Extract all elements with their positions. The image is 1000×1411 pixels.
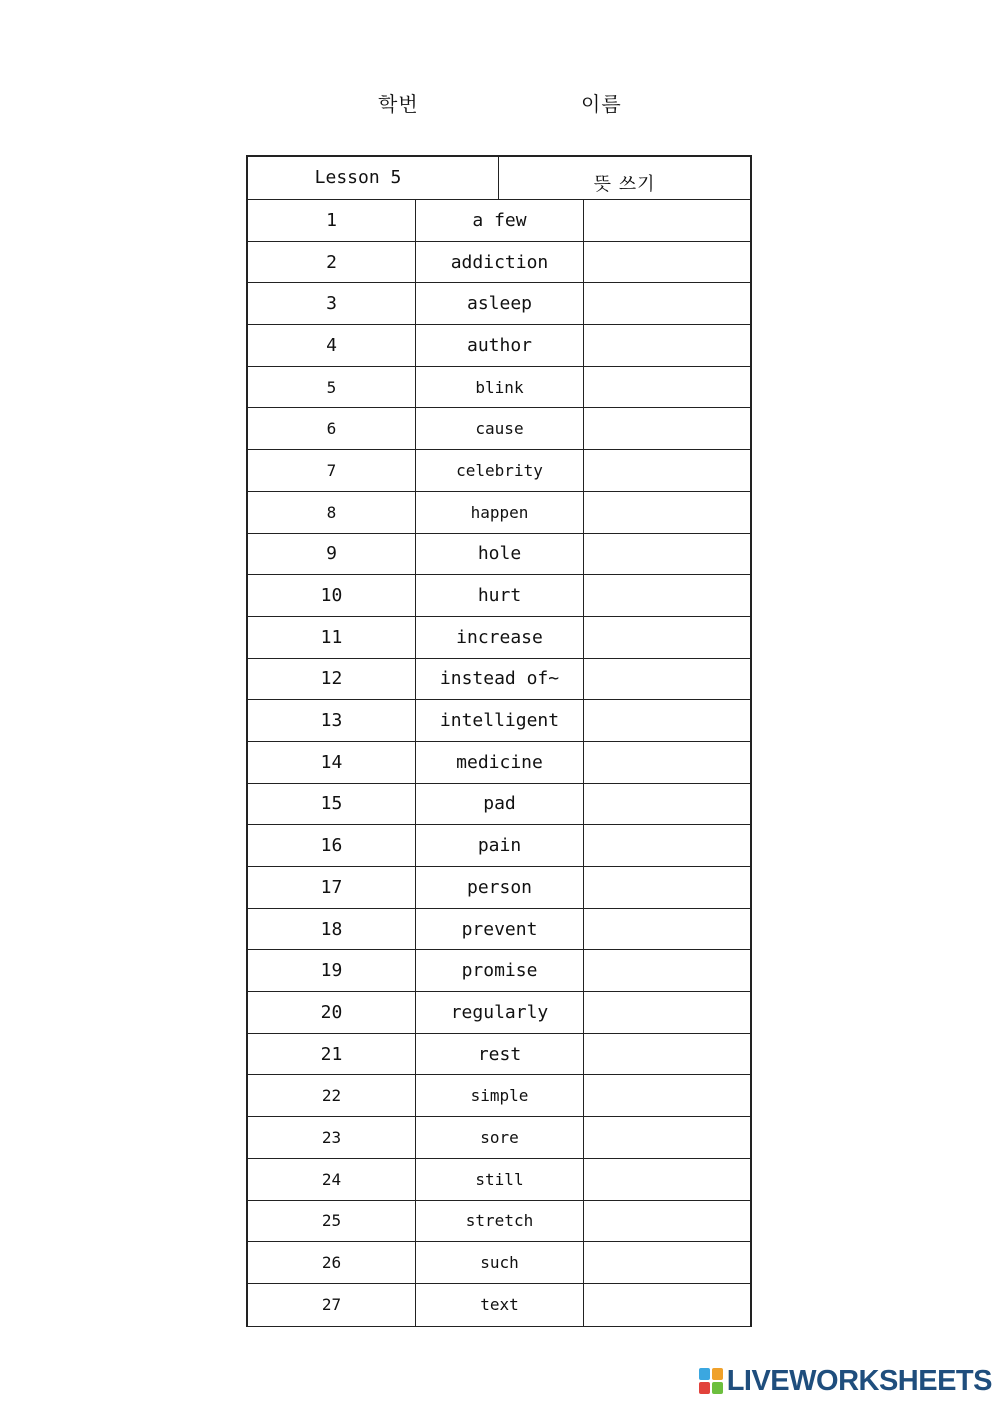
row-number: 15: [248, 784, 416, 825]
meaning-answer-field[interactable]: [584, 1201, 750, 1242]
row-number: 16: [248, 825, 416, 866]
meaning-answer-field[interactable]: [584, 575, 750, 616]
meaning-answer-field[interactable]: [584, 200, 750, 241]
vocab-word: celebrity: [416, 450, 584, 491]
row-number: 21: [248, 1034, 416, 1075]
meaning-answer-field[interactable]: [584, 242, 750, 283]
row-number: 4: [248, 325, 416, 366]
liveworksheets-brand: [699, 1361, 992, 1401]
vocab-word: regularly: [416, 992, 584, 1033]
meaning-answer-field[interactable]: [584, 784, 750, 825]
table-row: [248, 325, 750, 367]
vocab-word: cause: [416, 408, 584, 449]
vocab-word: sore: [416, 1117, 584, 1158]
row-number: 3: [248, 283, 416, 324]
table-row: [248, 575, 750, 617]
meaning-answer-field[interactable]: [584, 1284, 750, 1326]
vocab-word: prevent: [416, 909, 584, 950]
table-row: [248, 825, 750, 867]
table-row: [248, 200, 750, 242]
vocab-word: blink: [416, 367, 584, 408]
vocab-word: still: [416, 1159, 584, 1200]
table-row: [248, 1034, 750, 1076]
row-number: 8: [248, 492, 416, 533]
table-row: [248, 700, 750, 742]
meaning-answer-field[interactable]: [584, 700, 750, 741]
table-row: [248, 283, 750, 325]
row-number: 17: [248, 867, 416, 908]
meaning-answer-field[interactable]: [584, 325, 750, 366]
meaning-answer-field[interactable]: [584, 742, 750, 783]
meaning-answer-field[interactable]: [584, 659, 750, 700]
meaning-answer-field[interactable]: [584, 492, 750, 533]
vocab-word: rest: [416, 1034, 584, 1075]
table-row: [248, 742, 750, 784]
row-number: 2: [248, 242, 416, 283]
meaning-answer-field[interactable]: [584, 283, 750, 324]
meaning-answer-field[interactable]: [584, 1075, 750, 1116]
row-number: 12: [248, 659, 416, 700]
row-number: 26: [248, 1242, 416, 1283]
meaning-header: 뜻 쓰기: [593, 174, 656, 195]
table-row: [248, 1075, 750, 1117]
meaning-answer-field[interactable]: [584, 408, 750, 449]
table-row: [248, 450, 750, 492]
meaning-answer-field[interactable]: [584, 950, 750, 991]
table-row: [248, 492, 750, 534]
vocab-word: simple: [416, 1075, 584, 1116]
table-row: [248, 1284, 750, 1326]
vocabulary-table: [246, 155, 752, 1327]
table-row: [248, 367, 750, 409]
vocab-word: hurt: [416, 575, 584, 616]
brand-name: LIVEWORKSHEETS: [726, 1364, 992, 1397]
meaning-answer-field[interactable]: [584, 867, 750, 908]
vocab-word: text: [416, 1284, 584, 1326]
row-number: 19: [248, 950, 416, 991]
meaning-answer-field[interactable]: [584, 1034, 750, 1075]
vocab-word: stretch: [416, 1201, 584, 1242]
worksheet-header: [0, 88, 1000, 122]
meaning-answer-field[interactable]: [584, 617, 750, 658]
table-row: [248, 1242, 750, 1284]
table-row: [248, 617, 750, 659]
vocab-word: happen: [416, 492, 584, 533]
vocab-word: asleep: [416, 283, 584, 324]
vocab-word: person: [416, 867, 584, 908]
student-id-label: 학번: [378, 92, 419, 116]
vocab-word: intelligent: [416, 700, 584, 741]
vocab-word: medicine: [416, 742, 584, 783]
table-row: [248, 408, 750, 450]
table-row: [248, 1159, 750, 1201]
vocab-word: instead of~: [416, 659, 584, 700]
row-number: 10: [248, 575, 416, 616]
vocab-word: addiction: [416, 242, 584, 283]
meaning-answer-field[interactable]: [584, 825, 750, 866]
row-number: 9: [248, 534, 416, 575]
row-number: 24: [248, 1159, 416, 1200]
table-row: [248, 867, 750, 909]
meaning-answer-field[interactable]: [584, 909, 750, 950]
table-row: [248, 242, 750, 284]
meaning-answer-field[interactable]: [584, 367, 750, 408]
name-label: 이름: [581, 92, 622, 116]
meaning-answer-field[interactable]: [584, 450, 750, 491]
vocab-word: a few: [416, 200, 584, 241]
row-number: 14: [248, 742, 416, 783]
row-number: 11: [248, 617, 416, 658]
row-number: 20: [248, 992, 416, 1033]
row-number: 6: [248, 408, 416, 449]
lesson-title: Lesson 5: [248, 157, 499, 199]
meaning-answer-field[interactable]: [584, 1159, 750, 1200]
table-row: [248, 534, 750, 576]
vocab-word: increase: [416, 617, 584, 658]
meaning-answer-field[interactable]: [584, 1117, 750, 1158]
row-number: 18: [248, 909, 416, 950]
vocab-word: author: [416, 325, 584, 366]
row-number: 27: [248, 1284, 416, 1326]
vocab-word: pad: [416, 784, 584, 825]
row-number: 7: [248, 450, 416, 491]
liveworksheets-logo-icon: [699, 1368, 723, 1394]
vocab-word: hole: [416, 534, 584, 575]
vocabulary-rows: [248, 200, 750, 1326]
row-number: 23: [248, 1117, 416, 1158]
table-row: [248, 950, 750, 992]
row-number: 1: [248, 200, 416, 241]
meaning-answer-field[interactable]: [584, 992, 750, 1033]
meaning-answer-field[interactable]: [584, 534, 750, 575]
table-title-row: [248, 157, 750, 200]
table-row: [248, 909, 750, 951]
vocab-word: such: [416, 1242, 584, 1283]
row-number: 13: [248, 700, 416, 741]
row-number: 22: [248, 1075, 416, 1116]
meaning-answer-field[interactable]: [584, 1242, 750, 1283]
row-number: 25: [248, 1201, 416, 1242]
vocab-word: promise: [416, 950, 584, 991]
vocab-word: pain: [416, 825, 584, 866]
table-row: [248, 1117, 750, 1159]
table-row: [248, 992, 750, 1034]
row-number: 5: [248, 367, 416, 408]
table-row: [248, 784, 750, 826]
table-row: [248, 659, 750, 701]
table-row: [248, 1201, 750, 1243]
